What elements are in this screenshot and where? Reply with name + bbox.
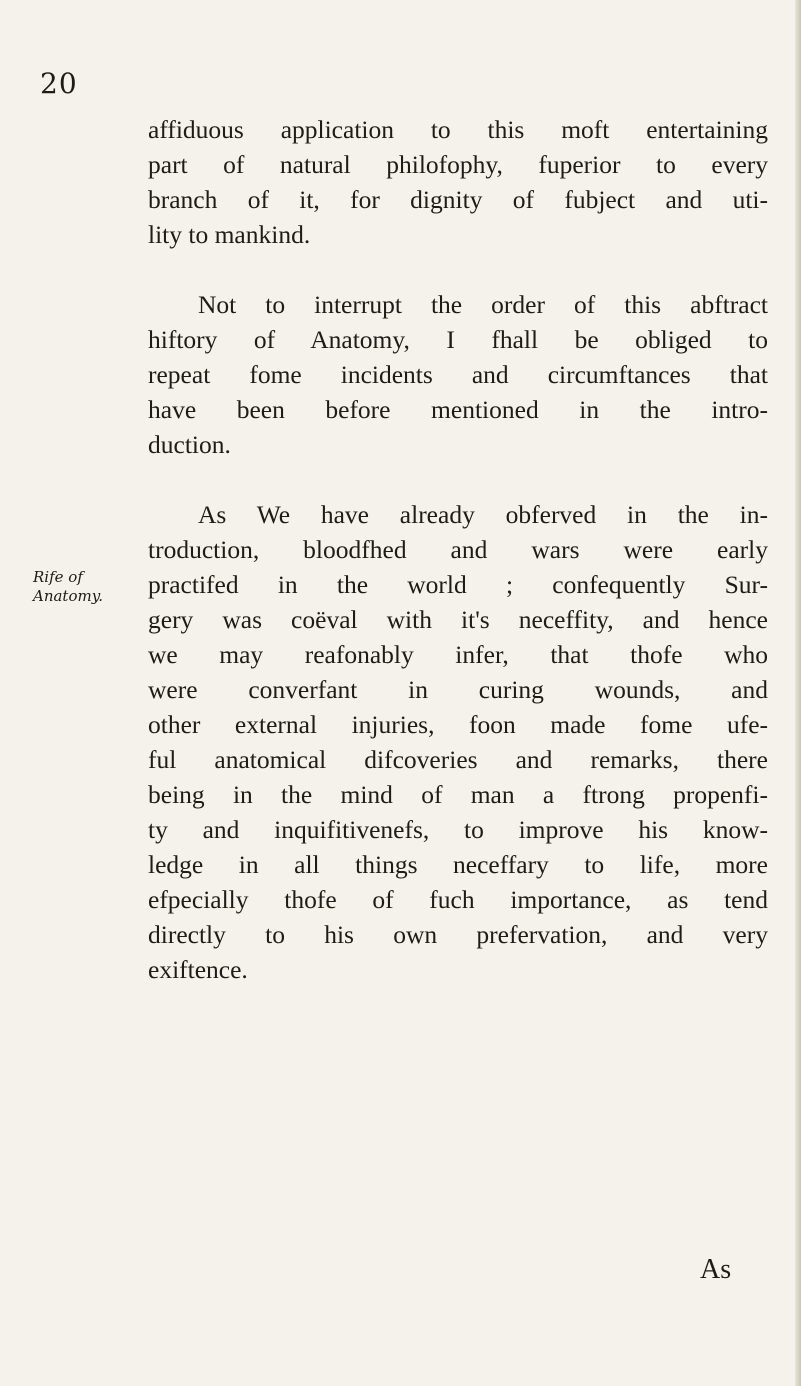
- text-line: we may reafonably infer, that thofe who: [148, 640, 768, 669]
- text-line: branch of it, for dignity of fubject and uti-: [148, 185, 768, 214]
- text-line: were converfant in curing wounds, and: [148, 675, 768, 704]
- catchword: As: [700, 1254, 732, 1285]
- page-number: 20: [40, 67, 78, 100]
- text-line: have been before mentioned in the intro-: [148, 395, 768, 424]
- paragraph-2: [148, 287, 768, 462]
- text-line: being in the mind of man a ftrong propenfi-: [148, 780, 768, 809]
- page-edge: [795, 0, 801, 1386]
- text-line: exiftence.: [148, 955, 248, 984]
- text-line: Not to interrupt the order of this abftract: [198, 290, 768, 319]
- text-line: repeat fome incidents and circumftances that: [148, 360, 768, 389]
- text-line: lity to mankind.: [148, 220, 311, 249]
- text-line: affiduous application to this moft entertaining: [148, 115, 768, 144]
- text-line: ledge in all things neceffary to life, more: [148, 850, 768, 879]
- text-line: hiftory of Anatomy, I fhall be obliged to: [148, 325, 768, 354]
- text-line: practifed in the world ; confequently Sur-: [148, 570, 768, 599]
- text-line: directly to his own prefervation, and very: [148, 920, 768, 949]
- text-line: efpecially thofe of fuch importance, as tend: [148, 885, 768, 914]
- text-line: gery was coëval with it's neceffity, and hence: [148, 605, 768, 634]
- text-line: troduction, bloodfhed and wars were early: [148, 535, 768, 564]
- margin-note: [33, 568, 113, 606]
- body-text: [148, 112, 768, 987]
- paragraph-1: [148, 112, 768, 252]
- text-line: part of natural philofophy, fuperior to every: [148, 150, 768, 179]
- margin-note-line: Anatomy.: [33, 587, 103, 605]
- text-line: duction.: [148, 430, 231, 459]
- text-line: other external injuries, foon made fome ufe-: [148, 710, 768, 739]
- text-line: As We have already obferved in the in-: [198, 500, 768, 529]
- margin-note-line: Rife of: [33, 568, 83, 586]
- paragraph-3: [148, 497, 768, 987]
- text-line: ty and inquifitivenefs, to improve his know-: [148, 815, 768, 844]
- text-line: ful anatomical difcoveries and remarks, there: [148, 745, 768, 774]
